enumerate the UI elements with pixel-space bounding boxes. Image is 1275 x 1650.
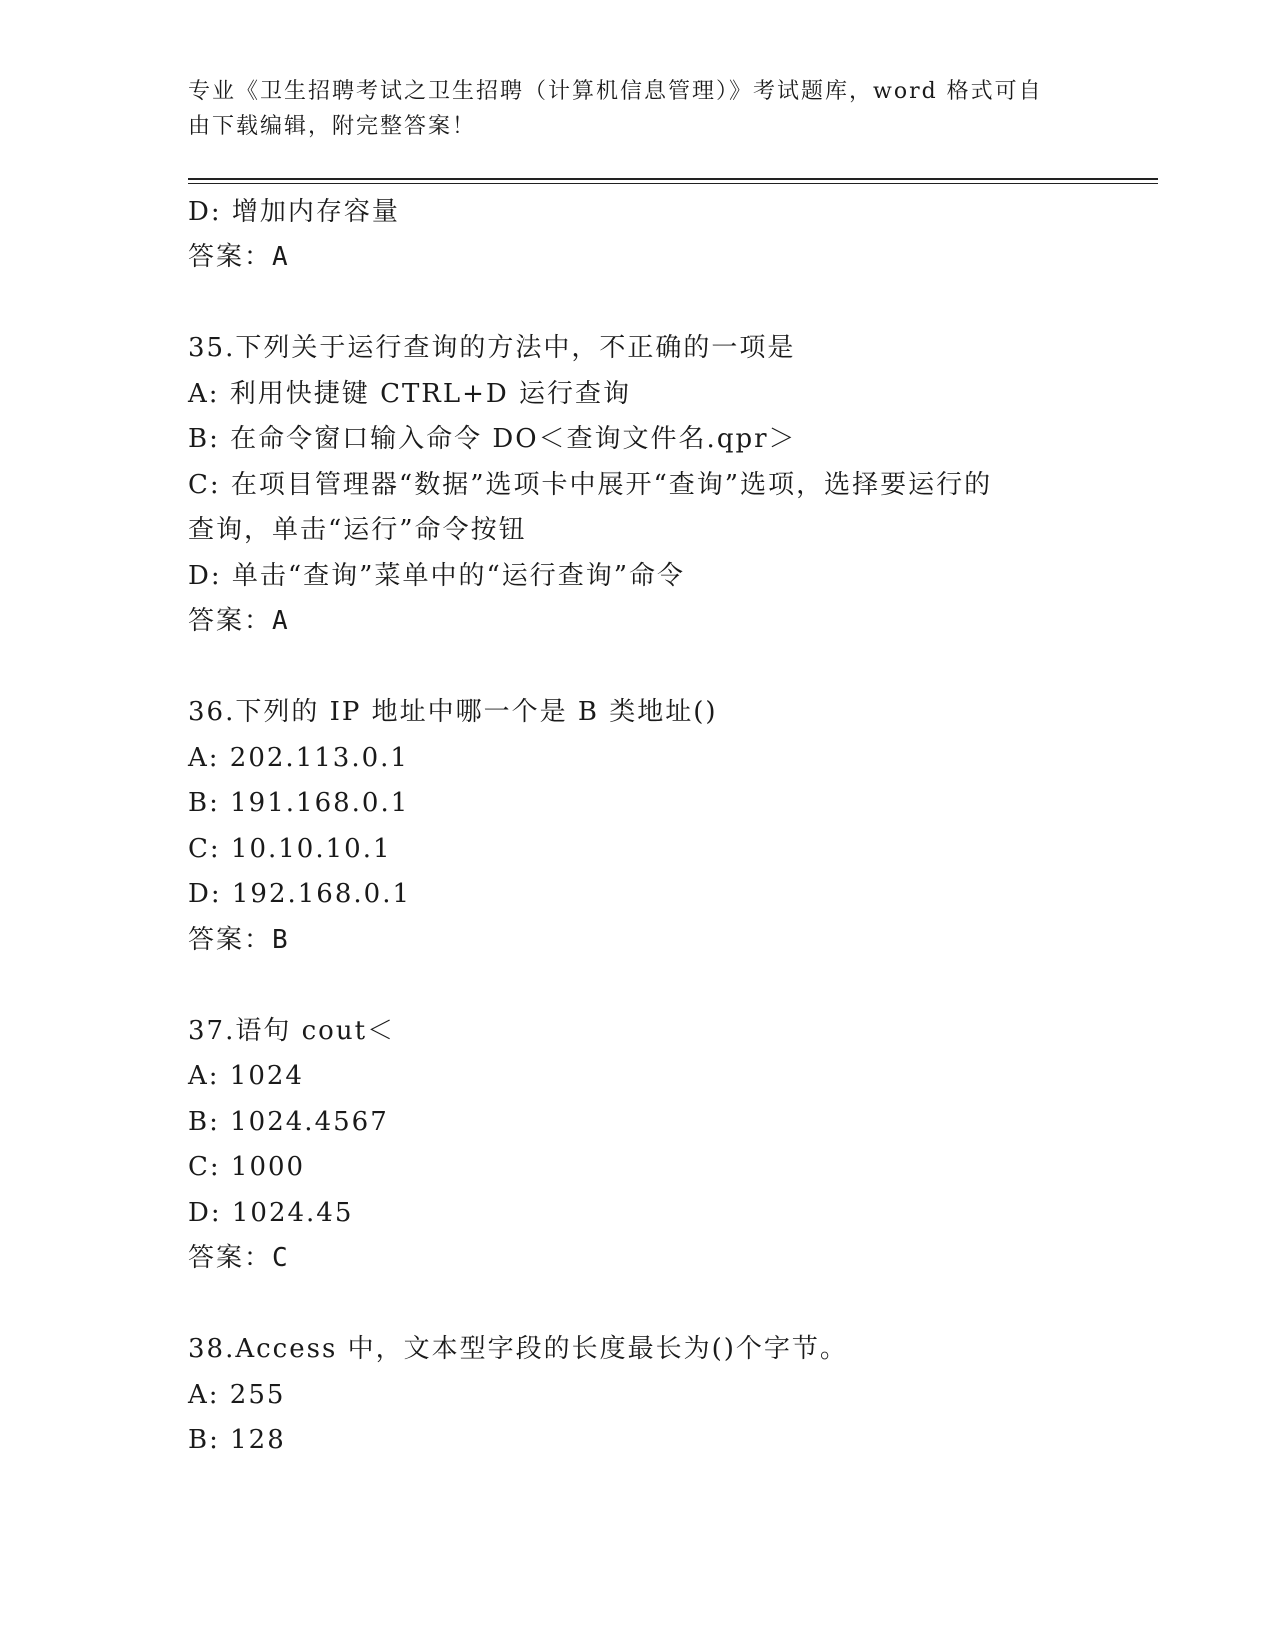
answer-value: B [272, 925, 290, 955]
q36-option-b: B: 191.168.0.1 [188, 788, 410, 818]
q35-option-a: A: 利用快捷键 CTRL+D 运行查询 [188, 379, 632, 409]
q38-option-b: B: 128 [188, 1425, 286, 1455]
q37-answer [188, 1241, 290, 1275]
answer-label: 答案： [188, 1243, 273, 1273]
q37-option-d: D: 1024.45 [188, 1198, 354, 1228]
answer-value: C [272, 1243, 290, 1273]
q38-question: 38.Access 中，文本型字段的长度最长为()个字节。 [188, 1334, 848, 1364]
header-divider-thin [188, 183, 1158, 184]
q36-question: 36.下列的 IP 地址中哪一个是 B 类地址() [188, 697, 718, 727]
q35-answer [188, 604, 290, 638]
document-header [188, 74, 1088, 144]
q36-answer [188, 923, 290, 957]
q37-question: 37.语句 cout＜ [188, 1016, 396, 1046]
q37-option-b: B: 1024.4567 [188, 1107, 389, 1137]
header-divider-thick [188, 178, 1158, 180]
q35-option-d: D: 单击“查询”菜单中的“运行查询”命令 [188, 561, 686, 591]
q35-option-c-line2: 查询，单击“运行”命令按钮 [188, 515, 527, 545]
answer-value: A [272, 606, 290, 636]
q36-option-c: C: 10.10.10.1 [188, 834, 392, 864]
answer-label: 答案： [188, 606, 273, 636]
header-line-1: 专业《卫生招聘考试之卫生招聘（计算机信息管理）》考试题库，word 格式可自 [188, 79, 1043, 104]
answer-label: 答案： [188, 925, 273, 955]
q36-option-d: D: 192.168.0.1 [188, 879, 411, 909]
q35-option-b: B: 在命令窗口输入命令 DO＜查询文件名.qpr＞ [188, 424, 797, 454]
q37-option-a: A: 1024 [188, 1061, 304, 1091]
header-line-2: 由下载编辑，附完整答案！ [188, 114, 477, 139]
q35-question: 35.下列关于运行查询的方法中，不正确的一项是 [188, 333, 796, 363]
q36-option-a: A: 202.113.0.1 [188, 743, 409, 773]
q37-option-c: C: 1000 [188, 1152, 306, 1182]
q34-option-d: D: 增加内存容量 [188, 197, 400, 227]
q34-answer [188, 240, 290, 274]
answer-value: A [272, 242, 290, 272]
q35-option-c-line1: C: 在项目管理器“数据”选项卡中展开“查询”选项，选择要运行的 [188, 470, 993, 500]
q38-option-a: A: 255 [188, 1380, 286, 1410]
answer-label: 答案： [188, 242, 273, 272]
